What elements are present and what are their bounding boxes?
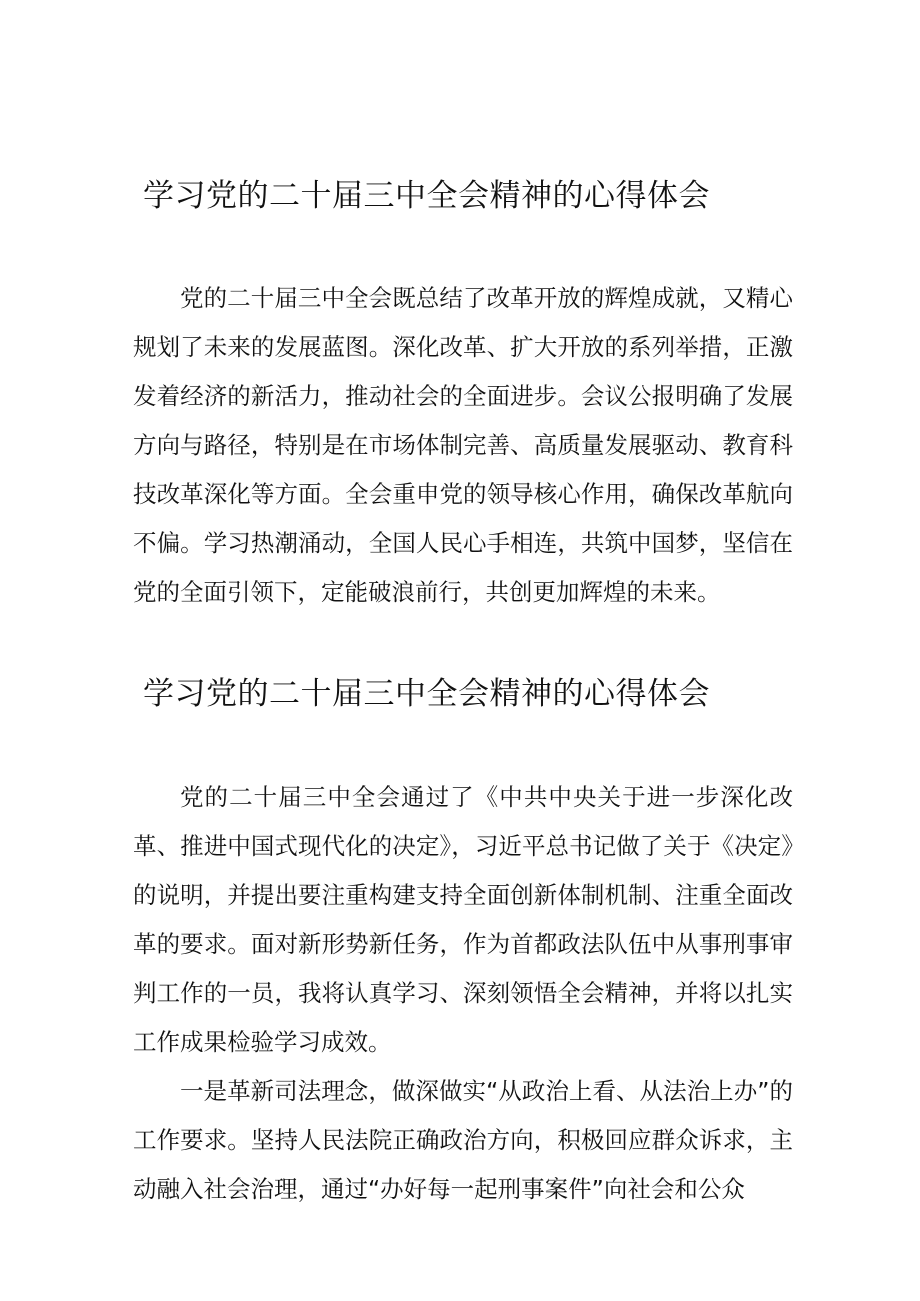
body-paragraph: 党的二十届三中全会通过了《中共中央关于进一步深化改革、推进中国式现代化的决定》，习近平总书记做了关于《决定》的说明，并提出要注重构建支持全面创新体制机制、注重全面改革的要求。面对新形势新任务，作为首都政法队伍中从事刑事审判工作的一员，我将认真学习、深刻领悟全会精神，并将以扎实工作成果检验学习成效。	[133, 783, 793, 1056]
body-paragraph: 一是革新司法理念，做深做实“从政治上看、从法治上办”的工作要求。坚持人民法院正确政治方向，积极回应群众诉求，主动融入社会治理，通过“办好每一起刑事案件”向社会和公众	[133, 1077, 793, 1203]
section-title: 学习党的二十届三中全会精神的心得体会	[143, 676, 710, 712]
essay-section-1	[133, 170, 793, 617]
section-title: 学习党的二十届三中全会精神的心得体会	[143, 178, 710, 214]
body-paragraph: 党的二十届三中全会既总结了改革开放的辉煌成就，又精心规划了未来的发展蓝图。深化改革、扩大开放的系列举措，正激发着经济的新活力，推动社会的全面进步。会议公报明确了发展方向与路径，特别是在市场体制完善、高质量发展驱动、教育科技改革深化等方面。全会重申党的领导核心作用，确保改革航向不偏。学习热潮涌动，全国人民心手相连，共筑中国梦，坚信在党的全面引领下，定能破浪前行，共创更加辉煌的未来。	[133, 284, 793, 606]
essay-section-2	[133, 668, 793, 1214]
